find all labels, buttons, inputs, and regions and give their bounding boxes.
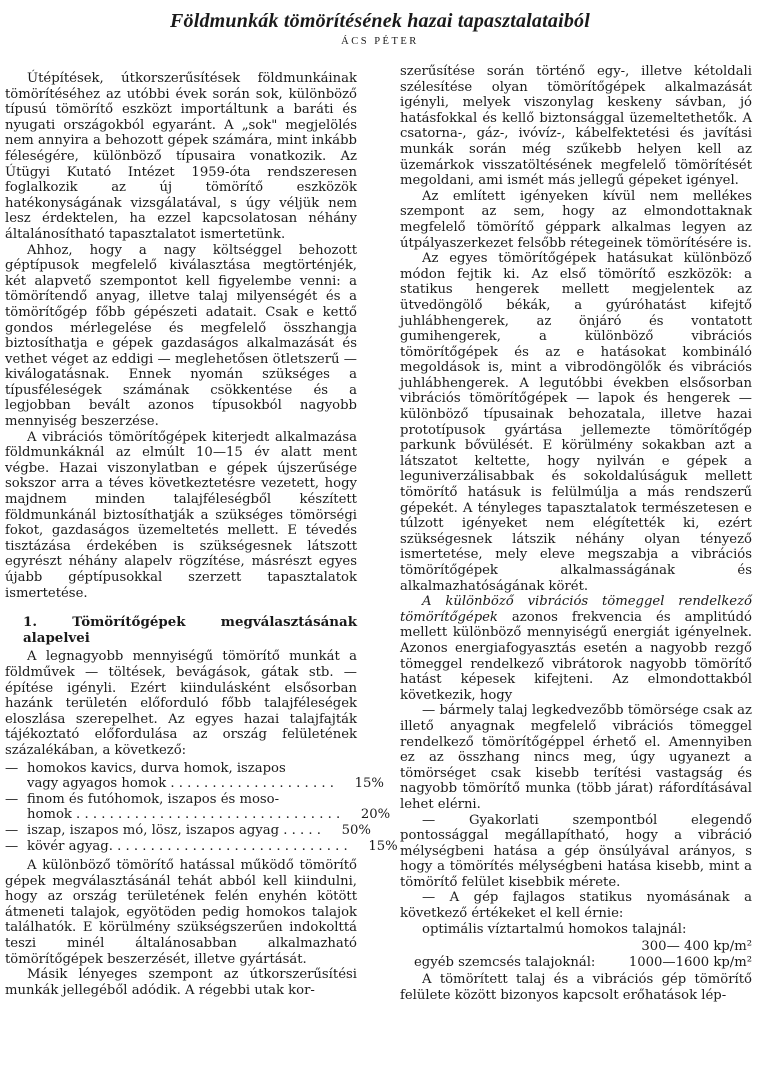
paragraph: — Gyakorlati szempontból elegendő pontossággal megállapítható, hogy a vibráció mélységbeni hatása a gép önsúlyával arányos, s hogy a tömörítés mélységbeni hatása kisebb, mint a tömörítő felület kisebbik mérete. xyxy=(400,812,752,890)
list-item xyxy=(5,791,391,823)
list-item-value: 15% xyxy=(354,776,384,792)
paragraph: — bármely talaj legkedvezőbb tömörsége csak az illető anyagnak megfelelő vibrációs tömeggel rendelkező tömörítőgéppel érhető el. Amennyiben ez az összhang nincs meg, úgy ugyanezt a tömörséget csak kisebb terítési vastagság és nagyobb tömörítő munka (több járat) ráfordításával lehet elérni. xyxy=(400,703,752,812)
paragraph: Másik lényeges szempont az útkorszerűsítési munkák jellegéből adódik. A régebbi utak kor- xyxy=(5,967,357,998)
emphasized-text: A különböző vibrációs tömeggel rendelkező tömörítőgépek xyxy=(400,594,752,625)
soil-distribution-list xyxy=(5,760,398,855)
paragraph: Útépítések, útkorszerűsítések földmunkáinak tömörítéséhez az utóbbi évek során sok, különböző típusú tömörítő eszközt importáltunk a baráti és nyugati országokból egyaránt. A „sok" megjelölés nem annyira a behozott gépek számára, mint inkább féleségére, különböző típusaira vonatkozik. Az Útügyi Kutató Intézet 1959-óta rendszeresen foglalkozik az új tömörítő eszközök hatékonyságának vizsgálatával, s úgy véljük nem lesz érdektelen, ha ezzel kapcsolatosan néhány általánosítható tapasztalatot ismertetünk. xyxy=(5,71,357,242)
pressure-value: 1000—1600 kp/m² xyxy=(628,954,752,970)
pressure-label: egyéb szemcsés talajoknál: xyxy=(414,954,596,970)
left-column xyxy=(5,68,398,998)
pressure-label xyxy=(400,939,641,955)
list-item xyxy=(5,822,371,839)
paragraph: A tömörített talaj és a vibrációs gép tömörítő felülete között bizonyos kapcsolt erőhatások lép- xyxy=(400,972,752,1004)
list-item-text: vagy agyagos homok . . . . . . . . . . . . . . . . . . . . xyxy=(27,776,334,792)
article-title: Földmunkák tömörítésének hazai tapasztalataiból xyxy=(169,10,590,32)
list-dash: — xyxy=(5,760,19,776)
paragraph: A vibrációs tömörítőgépek kiterjedt alkalmazása földmunkáknál az elmúlt 10—15 év alatt ment végbe. Hazai viszonylatban e gépek újszerűsége sokszor arra a téves következtetésre vezetett, hogy majdnem minden talajféleségből készített földmunkánál biztosíthatják a szükséges tömörségi fokot, gazdaságos üzemeltetés mellett. E tévedés tisztázása érdekében is szükségesnek látszott egyrészt néhány alapelv rögzítése, másrészt egyes újabb géptípusokkal szerzett tapasztalatok ismertetése. xyxy=(5,429,357,601)
pressure-row xyxy=(400,955,752,971)
paragraph: A különböző tömörítő hatással működő tömörítő gépek megválasztásánál tehát abból kell kiindulni, hogy az ország területének felén enyhén kötött átmeneti talajok, egyötöden pedig homokos talajok találhatók. E körülmény szükségszerűen indokolttá teszi minél általánosabban alkalmazható tömörítőgépek beszerzését, illetve gyártását. xyxy=(5,858,357,967)
paragraph: A legnagyobb mennyiségű tömörítő munkát a földművek — töltések, bevágások, gátak stb. — építése igényli. Ezért kiindulásként elsősorban hazánk területén előforduló főbb talajféleségek eloszlása szerepelhet. Az egyes hazai talajfajták tájékoztató előfordulása az ország felületének százalékában, a következő: xyxy=(5,649,357,758)
pressure-values xyxy=(400,939,752,970)
paragraph: Ahhoz, hogy a nagy költséggel behozott géptípusok megfelelő kiválasztása megtörténjék, két alapvető szempontot kell figyelembe venni: a tömörítendő anyag, illetve talaj milyenségét és a tömörítőgép főbb gépészeti adatait. Csak e kettő gondos mérlegelése és megfelelő összhangja biztosíthatja e gépek gazdaságos alkalmazását és vethet véget az eddigi — meglehetősen ötletszerű — kiválogatásnak. Ennek nyomán szükséges a típusféleségek számának csökkentése és a legjobban bevált azonos típusokból nagyobb mennyiség beszerzése. xyxy=(5,242,357,430)
list-item-text: homokos kavics, durva homok, iszapos xyxy=(27,760,286,776)
list-dash: — xyxy=(5,791,19,807)
list-item-text: homok . . . . . . . . . . . . . . . . . . . . . . . . . . . . . . . . xyxy=(27,807,341,823)
paragraph: Az említett igényeken kívül nem mellékes szempont az sem, hogy az elmondottaknak megfelelő tömörítő géppark alkalmas legyen az útpályaszerkezet felsőbb rétegeinek tömörítésére is. xyxy=(400,188,752,251)
list-item-value: 50% xyxy=(341,822,371,838)
list-item-value: 20% xyxy=(360,807,391,823)
paragraph: — A gép fajlagos statikus nyomásának a következő értékeket el kell érnie: xyxy=(400,890,752,922)
list-item-text: kövér agyag. . . . . . . . . . . . . . . . . . . . . . . . . . . . . xyxy=(27,838,348,854)
list-dash: — xyxy=(5,838,19,854)
paragraph: szerűsítése során történő egy-, illetve kétoldali szélesítése olyan tömörítőgépek alkalmazását igényli, melyek viszonylag keskeny sávban, jó hatásfokkal és kellő biztonsággal üzemeltethetők. A csatorna-, gáz-, ivóvíz-, kábelfektetési és javítási munkák során még szűkebb helyen kell az üzemárkok visszatöltésének megfelelő tömörítését megoldani, ami ismét más jellegű gépeket igényel. xyxy=(400,64,752,189)
paragraph: optimális víztartalmú homokos talajnál: xyxy=(422,921,687,937)
list-item-text: iszap, iszapos mó, lösz, iszapos agyag . . . . . xyxy=(27,822,321,838)
list-item-value: 15% xyxy=(368,838,398,854)
right-column xyxy=(400,64,752,1004)
paragraph xyxy=(400,594,752,703)
list-item xyxy=(5,760,384,792)
list-item xyxy=(5,838,398,855)
list-dash: — xyxy=(5,822,19,838)
paragraph-text: azonos frekvencia és amplitúdó mellett különböző mennyiségű energiát igényelnek. Azonos energiafogyasztás esetén a nagyobb rezgő tömeggel rendelkező vibrátorok nagyobb tömörítő hatást képesek kifejteni. Az elmondottakból következik, hogy xyxy=(400,609,752,703)
pressure-value: 300— 400 kp/m² xyxy=(641,939,752,955)
list-item-text: finom és futóhomok, iszapos és moso- xyxy=(27,791,280,807)
pressure-row xyxy=(400,939,752,955)
paragraph: Az egyes tömörítőgépek hatásukat különböző módon fejtik ki. Az első tömörítő eszközök: a statikus hengerek mellett megjelentek az ütvedöngölő békák, a gyúróhatást kifejtő juhlábhengerek, az önjáró és vontatott gumihengerek, a különböző vibrációs tömörítőgépek és az e hatásokat kombináló megoldások is, mint a vibrodöngölők és vibrációs juhlábhengerek. A legutóbbi években elsősorban vibrációs tömörítőgépek — lapok és hengerek — különböző típusainak behozatala, illetve hazai prototípusok gyártása jellemezte tömörítőgép parkunk bővülését. E körülmény sokakban azt a látszatot keltette, hogy nyilván e gépek a leguniverzálisabbak és sokoldalúságuk mellett tömörítő hatásuk is felülmúlja a más rendszerű gépekét. A tényleges tapasztalatok természetesen e túlzott igényeket nem elégítették ki, ezért szükségesnek látszik néhány olyan tényező ismertetése, mely eleve megszabja a vibrációs tömörítőgépek alkalmasságának és alkalmazhatóságának körét. xyxy=(400,251,752,594)
section-heading: 1. Tömörítőgépek megválasztásának alapelvei xyxy=(23,614,357,646)
author-name: ÁCS PÉTER xyxy=(341,36,419,47)
